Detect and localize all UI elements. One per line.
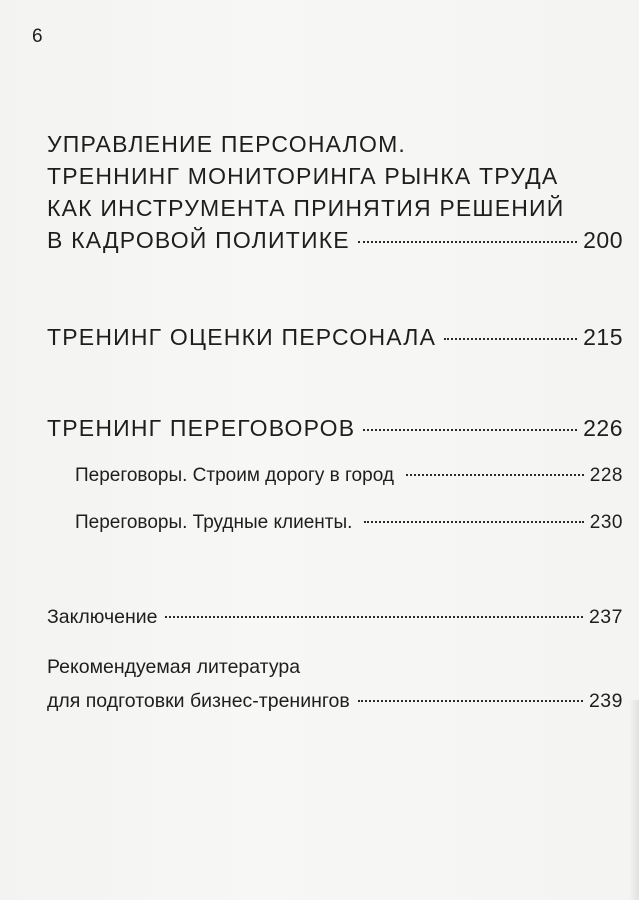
toc-entry-text: КАК ИНСТРУМЕНТА ПРИНЯТИЯ РЕШЕНИЙ [47,195,565,221]
toc-entry-line [47,684,623,718]
toc-entry-text: Рекомендуемая литература [47,656,301,678]
toc-subentry-road-to-city [75,462,623,490]
toc-entry-text: Переговоры. Строим дорогу в город [75,465,394,486]
toc-entry-line [47,600,623,634]
toc-entry-hr-management [47,128,623,256]
toc-entry-text: ТРЕННИНГ МОНИТОРИНГА РЫНКА ТРУДА [47,163,559,189]
toc-page-number: 230 [589,512,623,533]
toc-subentry-difficult-clients [75,509,623,537]
toc-page-number: 237 [588,606,623,628]
toc-entry-text: Переговоры. Трудные клиенты. [75,512,353,533]
toc-page-number: 226 [583,415,623,441]
toc-entry-negotiations-training [47,412,623,444]
dot-leader [444,338,577,340]
toc-entry-line [47,650,623,684]
dot-leader [406,474,584,476]
toc-entry-line [47,412,623,444]
toc-entry-line [47,321,623,353]
dot-leader [165,616,582,618]
toc-entry-line [47,128,623,160]
toc-page-number: 239 [588,690,623,712]
dot-leader [358,241,577,243]
toc-page-number: 228 [589,465,623,486]
toc-entry-text: В КАДРОВОЙ ПОЛИТИКЕ [47,227,350,253]
page-edge-shadow [629,700,639,900]
toc-entry-line [75,509,623,537]
dot-leader [364,521,583,523]
toc-entry-text: для подготовки бизнес-тренингов [47,690,350,712]
toc-page-number: 215 [583,324,623,350]
dot-leader [363,429,577,431]
page-number: 6 [32,26,44,47]
toc-entry-text: УПРАВЛЕНИЕ ПЕРСОНАЛОМ. [47,131,407,157]
toc-entry-recommended-literature [47,650,623,718]
toc-entry-conclusion [47,600,623,634]
toc-entry-text: ТРЕНИНГ ОЦЕНКИ ПЕРСОНАЛА [47,324,437,350]
toc-entry-line [75,462,623,490]
toc-entry-line [47,192,623,224]
toc-entry-text: ТРЕНИНГ ПЕРЕГОВОРОВ [47,415,356,441]
toc-entry-line [47,224,623,256]
toc-entry-line [47,160,623,192]
toc-page-number: 200 [583,227,623,253]
toc-entry-text: Заключение [47,606,158,628]
toc-entry-personnel-assessment [47,321,623,353]
dot-leader [358,700,583,702]
